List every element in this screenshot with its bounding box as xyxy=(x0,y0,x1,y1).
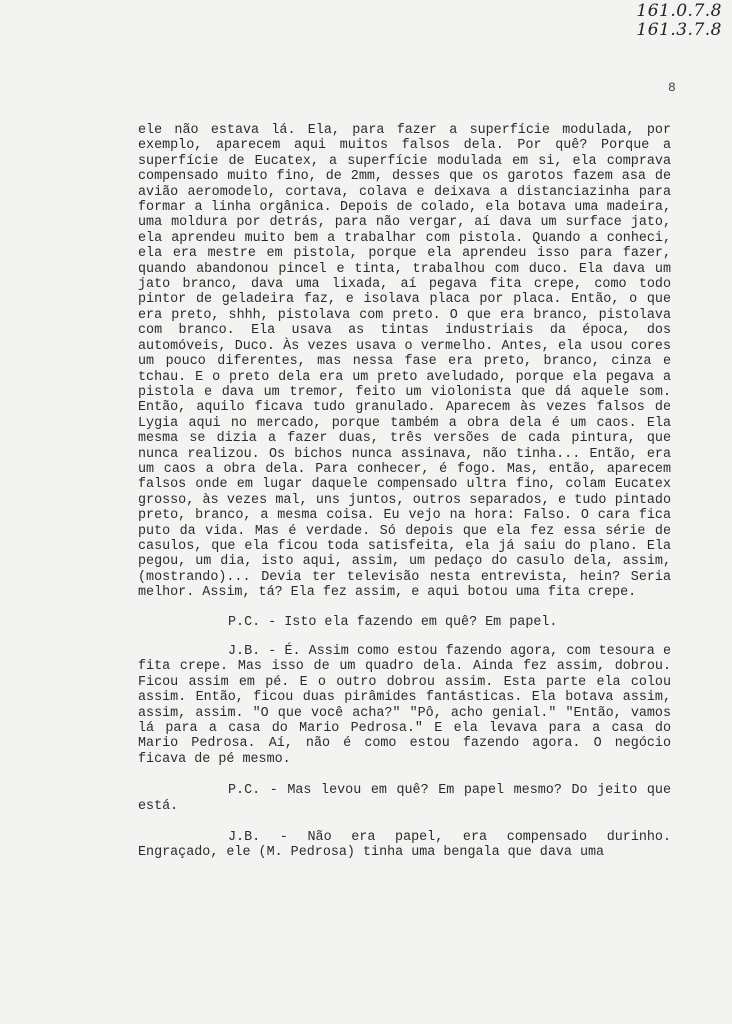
annotation-line-1: 161.0.7.8 xyxy=(636,1,722,21)
dialog-paragraph-pc-1: P.C. - Isto ela fazendo em quê? Em papel. xyxy=(228,614,558,630)
transcript-body xyxy=(138,123,671,861)
page-number: 8 xyxy=(668,80,676,95)
handwritten-annotation xyxy=(636,2,722,40)
dialog-paragraph-jb-1: J.B. - É. Assim como estou fazendo agora, com tesoura e fita crepe. Mas isso de um quadro dela. Ainda fez assim, dobrou. Ficou assim em pé. E o outro dobrou assim. Esta parte ela colou assim. Então, ficou duas pirâmides fantásticas. Ela botava assim, assim, assim. "O que você acha?" "Pô, acho genial." "Então, vamos lá para a casa do Mario Pedrosa." E ela levava para a casa do Mario Pedrosa. Aí, não é como estou fazendo agora. O negócio ficava de pé mesmo. xyxy=(138,644,671,767)
dialog-paragraph-jb-2: J.B. - Não era papel, era compensado durinho. Engraçado, ele (M. Pedrosa) tinha uma bengala que dava uma xyxy=(138,830,671,861)
dialog-paragraph-pc-2: P.C. - Mas levou em quê? Em papel mesmo? Do jeito que está. xyxy=(138,783,671,814)
paragraph-continuation: ele não estava lá. Ela, para fazer a superfície modulada, por exemplo, aparecem aqui muitos falsos dela. Por quê? Porque a superfície de Eucatex, a superfície modulada em si, ela comprava compensado muito fino, de 2mm, desses que os garotos fazem asa de avião aeromodelo, cortava, colava e deixava a distanciazinha para formar a linha orgânica. Depois de colado, ela botava uma madeira, uma moldura por detrás, para não vergar, aí dava um surface jato, ela aprendeu muito bem a trabalhar com pistola. Quando a conheci, ela era mestre em pistola, porque ela aprendeu isso para fazer, quando abandonou pincel e tinta, trabalhou com duco. Ela dava um jato branco, dava uma lixada, aí pegava fita crepe, como todo pintor de geladeira faz, e isolava placa por placa. Então, o que era preto, shhh, pistolava com preto. O que era branco, pistolava com branco. Ela usava as tintas industriais da época, dos automóveis, Duco. Às vezes usava o vermelho. Antes, ela usou cores um pouco diferentes, mas nessa fase era preto, branco, cinza e tchau. E o preto dela era um preto aveludado, porque ela pegava a pistola e dava um tremor, feito um violonista que dá aquele som. Então, aquilo ficava tudo granulado. Aparecem às vezes falsos de Lygia aqui no mercado, porque também a obra dela é um caos. Ela mesma se dizia a fazer duas, três versões de cada pintura, que nunca realizou. Os bichos nunca assinava, não tinha... Então, era um caos a obra dela. Para conhecer, é fogo. Mas, então, aparecem falsos onde em lugar daquele compensado ultra fino, colam Eucatex grosso, às vezes mal, uns juntos, outros separados, e tudo pintado preto, branco, a mesma coisa. Eu vejo na hora: Falso. O cara fica puto da vida. Mas é verdade. Só depois que ela fez essa série de casulos, que ela ficou toda satisfeita, ela já saiu do plano. Ela pegou, um dia, isto aqui, assim, um pedaço do casulo dela, assim, (mostrando)... Devia ter televisão nesta entrevista, hein? Seria melhor. Assim, tá? Ela fez assim, e aqui botou uma fita crepe. xyxy=(138,123,671,601)
annotation-line-2: 161.3.7.8 xyxy=(636,20,722,40)
